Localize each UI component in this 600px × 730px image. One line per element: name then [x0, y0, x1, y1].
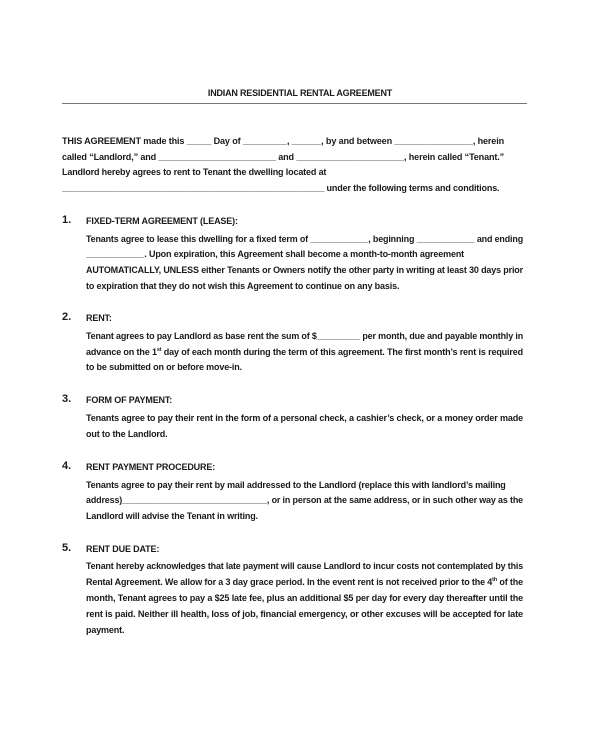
section-heading: FIXED-TERM AGREEMENT (LEASE): [86, 216, 238, 226]
line-text: month, Tenant agrees to pay a $25 late fee, plus an additional $5 per day for every day thereafter until the [86, 593, 524, 603]
title-divider [62, 103, 527, 104]
line-text: out to the Landlord. [86, 429, 168, 439]
section-number: 3. [62, 393, 72, 405]
section-number: 4. [62, 460, 72, 472]
section-line [86, 479, 506, 491]
section-heading: RENT: [86, 313, 112, 323]
section-heading: FORM OF PAYMENT: [86, 395, 173, 405]
section-line [86, 412, 523, 424]
section-number: 5. [62, 542, 72, 554]
line-text: to be submitted on or before move-in. [86, 362, 242, 372]
section-line [86, 361, 242, 373]
line-text: Landlord hereby agrees to rent to Tenant the dwelling located at [62, 167, 327, 177]
intro-line [62, 182, 499, 194]
section-line [86, 624, 124, 636]
line-text: Tenant agrees to pay Landlord as base rent the sum of $_________ per month, due and payable monthly in [86, 331, 523, 341]
line-text: ____________. Upon expiration, this Agreement shall become a month-to-month agreement [86, 249, 465, 259]
line-text: Landlord will advise the Tenant in writing. [86, 511, 258, 521]
line-text: advance on the 1 [86, 347, 157, 357]
line-text: payment. [86, 625, 125, 635]
line-text: rent is paid. Neither ill health, loss of job, financial emergency, or other excuses will be accepted for late [86, 609, 523, 619]
section-line [86, 494, 523, 506]
section-line [86, 280, 399, 292]
line-text: of the [497, 577, 523, 587]
intro-line [62, 135, 504, 147]
line-text: ______________________________________________________ under the following terms and conditions. [62, 183, 500, 193]
section-line [86, 560, 523, 572]
line-text: day of each month during the term of this agreement. The first month’s rent is required [161, 347, 524, 357]
section-line [86, 592, 523, 604]
section-line [86, 428, 168, 440]
intro-line [62, 166, 326, 178]
intro-line [62, 151, 504, 163]
section-line [86, 264, 523, 276]
section-line [86, 346, 523, 358]
line-text: Tenants agree to pay their rent by mail addressed to the Landlord (replace this with landlord’s mailing [86, 480, 506, 490]
superscript: st [156, 347, 162, 353]
section-line [86, 608, 523, 620]
line-text: Tenant hereby acknowledges that late payment will cause Landlord to incur costs not contemplated by this [86, 561, 524, 571]
section-number: 1. [62, 214, 72, 226]
section-heading: RENT DUE DATE: [86, 544, 160, 554]
line-text: Rental Agreement. We allow for a 3 day grace period. In the event rent is not received prior to the 4 [86, 577, 493, 587]
document-title: INDIAN RESIDENTIAL RENTAL AGREEMENT [207, 88, 393, 98]
line-text: THIS AGREEMENT made this _____ Day of _________, ______, by and between ________________, herein [62, 136, 504, 146]
section-number: 2. [62, 311, 72, 323]
line-text: Tenants agree to pay their rent in the form of a personal check, a cashier’s check, or a money order made [86, 413, 523, 423]
section-heading: RENT PAYMENT PROCEDURE: [86, 462, 216, 472]
section-line [86, 330, 523, 342]
section-line [86, 248, 464, 260]
line-text: to expiration that they do not wish this Agreement to continue on any basis. [86, 281, 400, 291]
superscript: th [492, 577, 498, 583]
section-line [86, 510, 258, 522]
section-line [86, 233, 523, 245]
line-text: Tenants agree to lease this dwelling for a fixed term of ____________, beginning ____________ and ending [86, 234, 524, 244]
line-text: AUTOMATICALLY, UNLESS either Tenants or Owners notify the other party in writing at least 30 days prior [86, 265, 523, 275]
line-text: address)______________________________, or in person at the same address, or in such other way as the [86, 495, 524, 505]
line-text: called “Landlord,” and ________________________ and ______________________, herein called “Tenant.” [62, 152, 505, 162]
section-line [86, 576, 523, 588]
